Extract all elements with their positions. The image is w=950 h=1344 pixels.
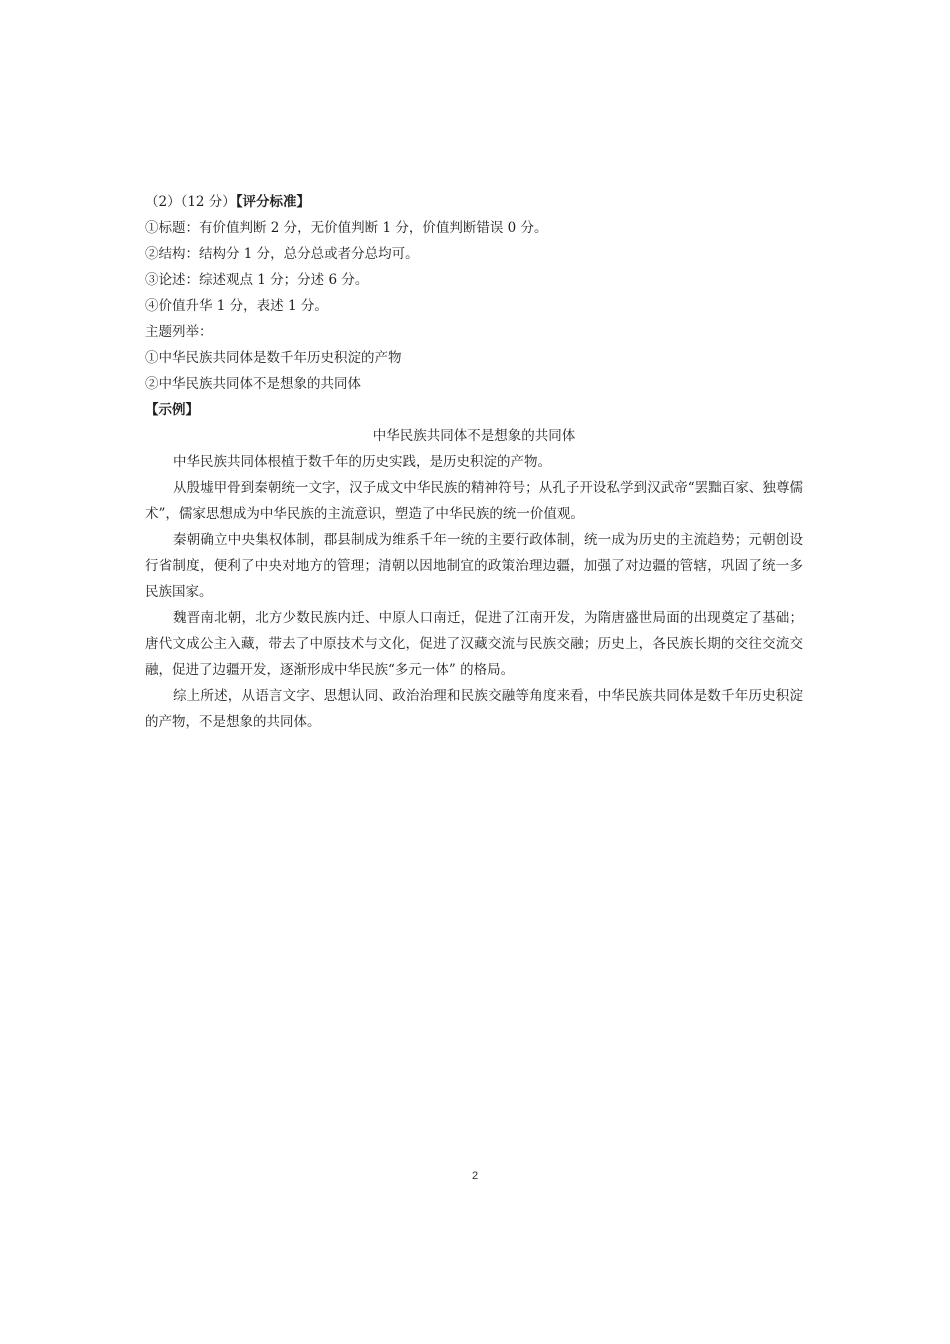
section-header-label: 【评分标准】 xyxy=(235,194,311,210)
example-label: 【示例】 xyxy=(145,402,199,418)
criterion-value: ④价值升华 1 分，表述 1 分。 xyxy=(145,298,328,314)
essay-paragraph-4: 魏晋南北朝，北方少数民族内迁、中原人口南迁，促进了江南开发，为隋唐盛世局面的出现奠定了基础；唐代文成公主入藏，带去了中原技术与文化，促进了汉藏交流与民族交融；历史上，各民族长期的交往交流交融，促进了边疆开发，逐渐形成中华民族“多元一体” 的格局。 xyxy=(145,610,803,678)
page-number: 2 xyxy=(471,1170,479,1182)
essay-paragraph-3: 秦朝确立中央集权体制，郡县制成为维系千年一统的主要行政体制，统一成为历史的主流趋势；元朝创设行省制度，便利了中央对地方的管理；清朝以因地制宜的政策治理边疆，加强了对边疆的管辖，巩固了统一多民族国家。 xyxy=(145,532,803,600)
topics-heading: 主题列举： xyxy=(145,324,213,340)
topic-item-2: ②中华民族共同体不是想象的共同体 xyxy=(145,376,361,392)
essay-title: 中华民族共同体不是想象的共同体 xyxy=(372,428,576,444)
answer-content xyxy=(145,189,803,735)
criterion-argument: ③论述：综述观点 1 分；分述 6 分。 xyxy=(145,272,369,288)
topic-item-1: ①中华民族共同体是数千年历史积淀的产物 xyxy=(145,350,402,366)
essay-paragraph-1: 中华民族共同体根植于数千年的历史实践，是历史积淀的产物。 xyxy=(173,454,551,470)
essay-paragraph-5: 综上所述，从语言文字、思想认同、政治治理和民族交融等角度来看，中华民族共同体是数千年历史积淀的产物，不是想象的共同体。 xyxy=(145,688,803,730)
essay-paragraph-2: 从殷墟甲骨到秦朝统一文字，汉子成文中华民族的精神符号；从孔子开设私学到汉武帝“罢黜百家、独尊儒术”，儒家思想成为中华民族的主流意识，塑造了中华民族的统一价值观。 xyxy=(145,480,803,522)
criterion-title: ①标题：有价值判断 2 分，无价值判断 1 分，价值判断错误 0 分。 xyxy=(145,220,548,236)
section-header-prefix: （2）（12 分） xyxy=(145,194,236,210)
section-header xyxy=(145,189,803,215)
criterion-structure: ②结构：结构分 1 分，总分总或者分总均可。 xyxy=(145,246,419,262)
